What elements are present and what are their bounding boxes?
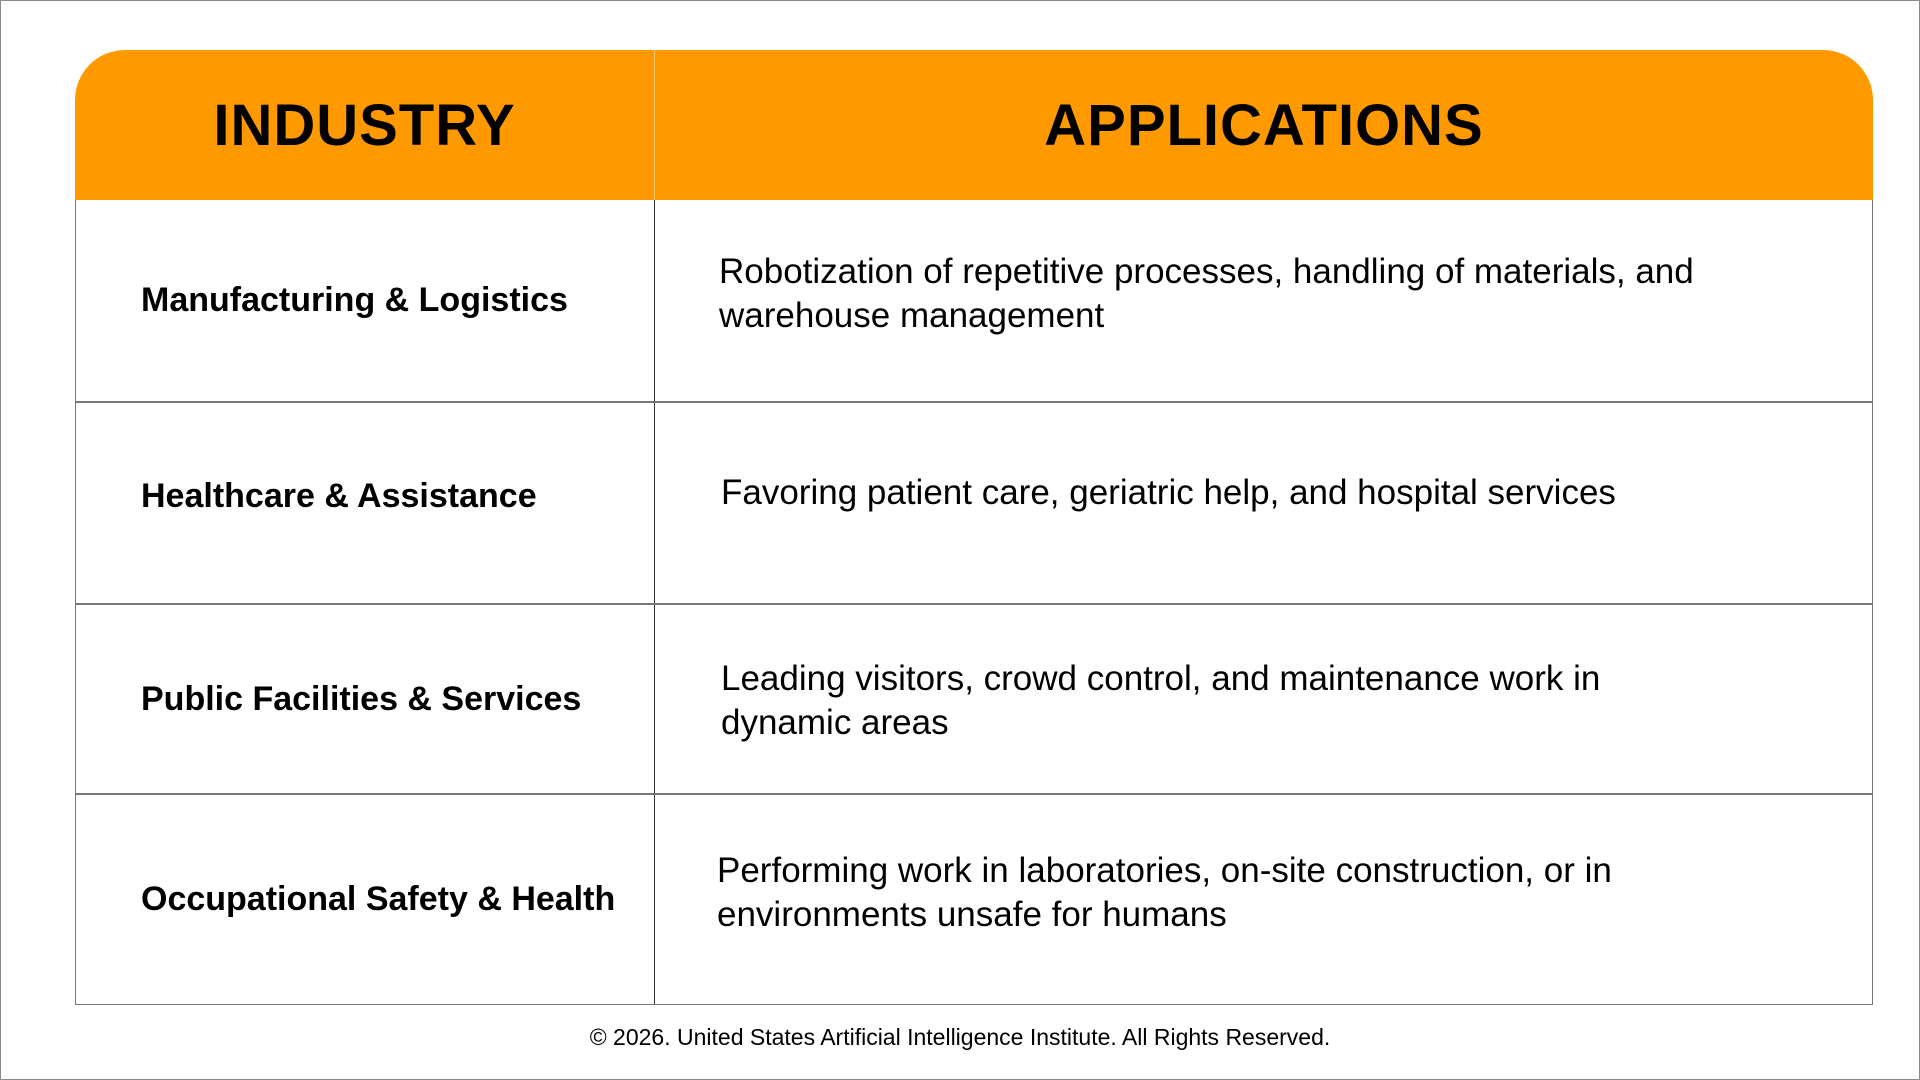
industry-applications-table (75, 50, 1873, 1006)
application-cell: Favoring patient care, geriatric help, and hospital services (721, 473, 1616, 512)
industry-cell: Manufacturing & Logistics (141, 281, 568, 319)
table-row (76, 605, 1872, 795)
table-row (76, 200, 1872, 403)
application-cell: Leading visitors, crowd control, and maintenance work in dynamic areas (721, 659, 1601, 742)
table-row (76, 403, 1872, 605)
table-header (75, 50, 1873, 200)
application-cell: Robotization of repetitive processes, handling of materials, and warehouse management (719, 252, 1694, 335)
application-cell: Performing work in laboratories, on-site construction, or in environments unsafe for humans (717, 851, 1612, 934)
header-applications: APPLICATIONS (1044, 92, 1484, 158)
industry-cell: Public Facilities & Services (141, 679, 582, 718)
header-industry: INDUSTRY (213, 92, 516, 158)
table-body (75, 200, 1873, 1005)
industry-cell: Occupational Safety & Health (141, 880, 616, 918)
table-row (76, 795, 1872, 1004)
copyright-footer: © 2026. United States Artificial Intelligence Institute. All Rights Reserved. (589, 1024, 1331, 1050)
industry-cell: Healthcare & Assistance (141, 476, 537, 515)
